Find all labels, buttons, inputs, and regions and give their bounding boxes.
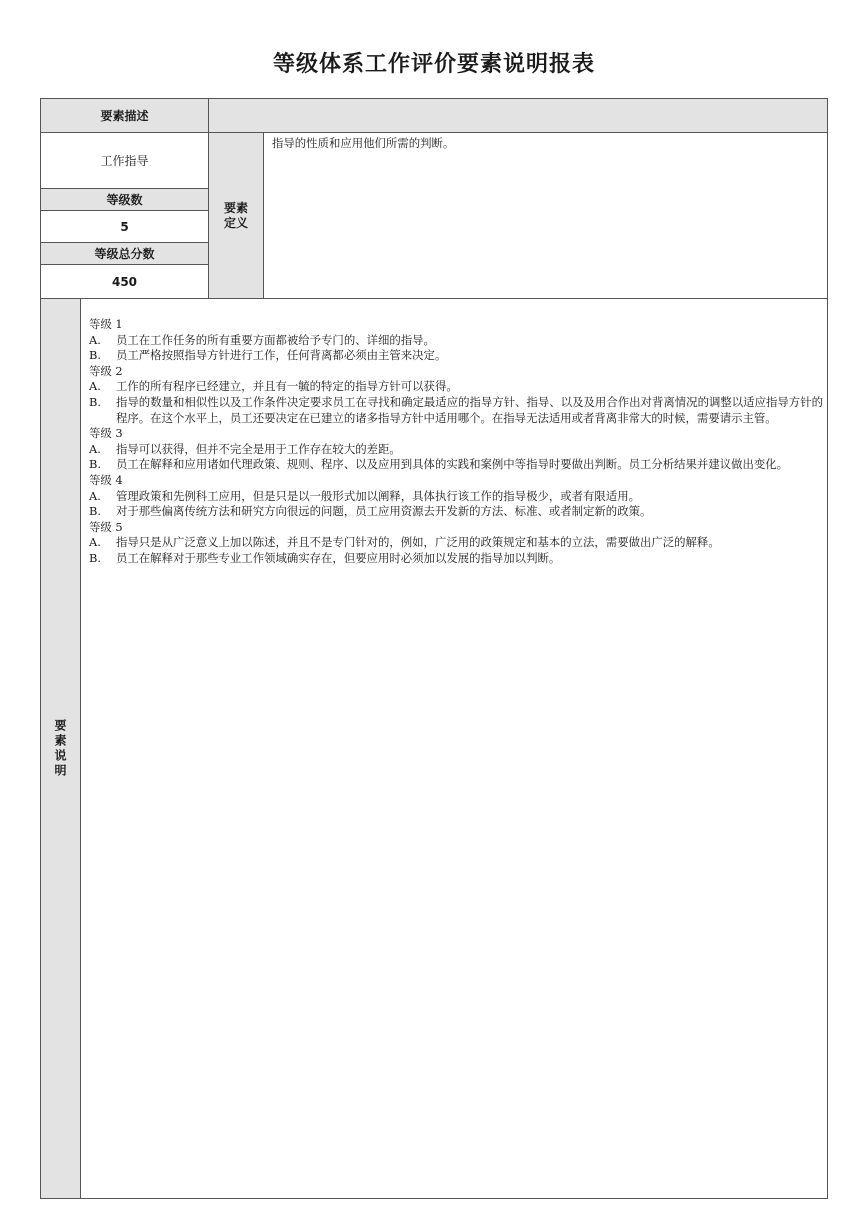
level-item-text: 指导只是从广泛意义上加以陈述，并且不是专门针对的，例如，广泛用的政策规定和基本的立法，需要做出广泛的解释。 (116, 535, 720, 550)
total-score-value: 450 (41, 265, 209, 299)
levels-count-value: 5 (41, 211, 209, 243)
level-title: 等级 5 (89, 519, 123, 534)
factor-desc-value (209, 99, 827, 133)
level-item (89, 395, 823, 426)
level-item-marker: A. (89, 488, 101, 503)
level-item (89, 489, 823, 505)
factor-definition-text: 指导的性质和应用他们所需的判断。 (264, 133, 827, 299)
level-item (89, 504, 823, 520)
factor-desc-label: 要素描述 (41, 99, 209, 133)
level-item-marker: A. (89, 441, 101, 456)
level-item-marker: B. (89, 457, 101, 472)
factor-explanation-label: 要素说明 (41, 299, 81, 1198)
factor-definition-label: 要素定义 (209, 133, 264, 299)
level-item-marker: A. (89, 332, 101, 347)
levels-count-label: 等级数 (41, 189, 209, 211)
level-item-marker: B. (89, 504, 101, 519)
level-item (89, 551, 823, 567)
level-item (89, 348, 823, 364)
level-item-marker: B. (89, 394, 101, 409)
level-title: 等级 3 (89, 426, 123, 441)
total-score-label: 等级总分数 (41, 243, 209, 265)
level-item (89, 379, 823, 395)
level-item (89, 457, 823, 473)
page-title: 等级体系工作评价要素说明报表 (272, 52, 595, 77)
level-item-text: 员工在工作任务的所有重要方面都被给予专门的、详细的指导。 (116, 332, 435, 347)
level-item (89, 333, 823, 349)
level-item-marker: A. (89, 535, 101, 550)
level-title: 等级 1 (89, 317, 123, 331)
evaluation-table (40, 98, 828, 1199)
level-item-text: 指导的数量和相似性以及工作条件决定要求员工在寻找和确定最适应的指导方针、指导、以及及用合作出对背离情况的调整以适应指导方针的程序。在这个水平上，员工还要决定在已建立的诸多指导方针中适用哪个。在指导无法适用或者背离非常大的时候，需要请示主管。 (116, 394, 823, 425)
level-item (89, 535, 823, 551)
level-item-marker: A. (89, 379, 101, 394)
level-item-text: 对于那些偏离传统方法和研究方向很远的问题，员工应用资源去开发新的方法、标准、或者制定新的政策。 (116, 504, 652, 519)
level-item-text: 员工严格按照指导方针进行工作，任何背离都必须由主管来决定。 (116, 348, 447, 363)
level-title: 等级 2 (89, 363, 123, 378)
level-item-marker: B. (89, 348, 101, 363)
level-title: 等级 4 (89, 472, 123, 487)
level-item-text: 管理政策和先例科工应用，但是只是以一般形式加以阐释，具体执行该工作的指导极少，或者有限适用。 (116, 488, 640, 503)
level-item-marker: B. (89, 550, 101, 565)
level-item-text: 指导可以获得，但并不完全是用于工作存在较大的差距。 (116, 441, 401, 456)
level-item-text: 工作的所有程序已经建立，并且有一毓的特定的指导方针可以获得。 (116, 379, 458, 394)
factor-name: 工作指导 (41, 133, 209, 189)
level-item (89, 442, 823, 458)
level-item-text: 员工在解释对于那些专业工作领域确实存在，但要应用时必须加以发展的指导加以判断。 (116, 550, 561, 565)
factor-explanation-content (89, 317, 823, 567)
level-item-text: 员工在解释和应用诸如代理政策、规则、程序、以及应用到具体的实践和案例中等指导时要做出判断。员工分析结果并建议做出变化。 (116, 457, 789, 472)
